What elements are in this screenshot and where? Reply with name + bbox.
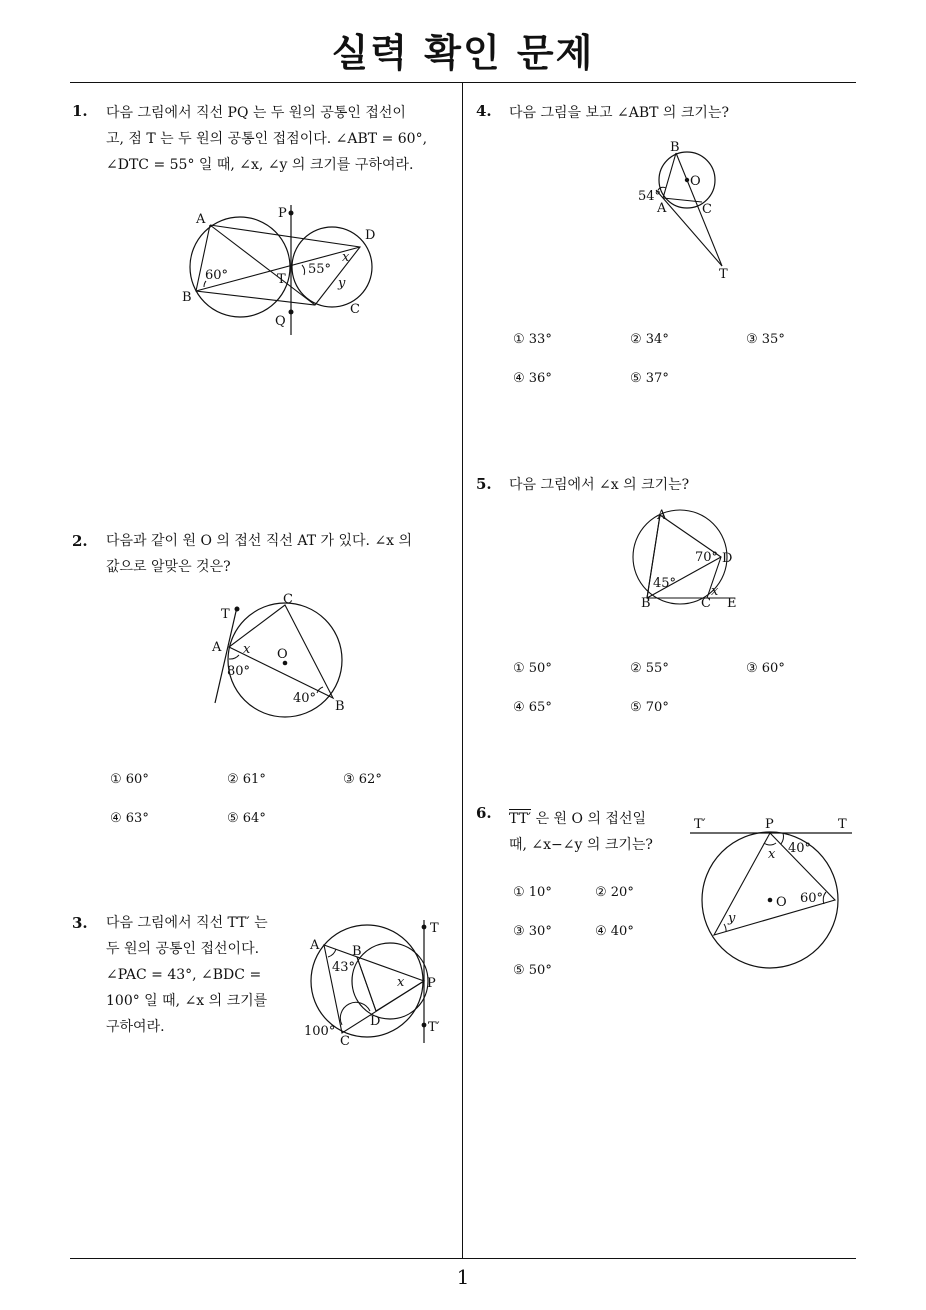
q4-label-b: B	[670, 140, 680, 155]
q1-label-p: P	[278, 206, 287, 221]
q1-angle-t: 55°	[308, 262, 332, 277]
q3-angle-c: 100°	[304, 1024, 336, 1039]
q1-label-y: y	[338, 276, 346, 291]
q6-line	[509, 806, 694, 832]
q2-angle-a-arc	[229, 655, 239, 659]
top-rule	[70, 82, 856, 83]
q6-label-t: T	[838, 817, 847, 832]
q4-choice-3[interactable]: ③ 35°	[746, 332, 785, 347]
q1-figure	[170, 195, 390, 340]
q4-choice-5[interactable]: ⑤ 37°	[630, 371, 669, 386]
q3-line: 100° 일 때, ∠x 의 크기를	[106, 993, 268, 1009]
q2-label-x: x	[243, 642, 251, 657]
q5-label-a: A	[657, 508, 667, 523]
q4-number: 4.	[476, 102, 492, 120]
q6-label-y: y	[728, 911, 736, 926]
q1-angle-t-arc	[302, 265, 305, 275]
q6-choice-1[interactable]: ① 10°	[513, 885, 552, 900]
q1-label-t: T	[277, 272, 286, 287]
q3-label-b: B	[352, 944, 362, 959]
q1-label-b: B	[182, 290, 192, 305]
q4-label-c: C	[702, 202, 712, 217]
page-title: 실력 확인 문제	[331, 31, 595, 75]
q1-point-p	[289, 211, 294, 216]
q5-choice-3[interactable]: ③ 60°	[746, 661, 785, 676]
q6-line: 때, ∠x−∠y 의 크기는?	[509, 837, 653, 853]
q6-tangent-symbol: TT′	[509, 811, 532, 827]
q1-line: 고, 점 T 는 두 원의 공통인 접점이다. ∠ABT = 60°,	[106, 131, 428, 147]
q3-label-x: x	[397, 975, 405, 990]
q1-label-a: A	[196, 212, 206, 227]
q3-label-c: C	[340, 1034, 350, 1049]
q1-number: 1.	[72, 102, 88, 120]
q2-label-o: O	[277, 647, 288, 662]
q2-line: 값으로 알맞은 것은?	[106, 559, 231, 575]
q6-choice-3[interactable]: ③ 30°	[513, 924, 552, 939]
q6-label-p: P	[765, 817, 774, 832]
q2-point-t	[235, 607, 240, 612]
q3-line: 구하여라.	[106, 1019, 165, 1035]
q5-choice-1[interactable]: ① 50°	[513, 661, 552, 676]
q3-label-t: T	[430, 921, 439, 936]
q2-figure	[205, 585, 355, 725]
q2-label-b: B	[335, 699, 345, 714]
q2-label-c: C	[283, 592, 293, 607]
q5-label-b: B	[641, 596, 651, 611]
q3-label-t-prime: T′	[428, 1020, 440, 1035]
q5-label-c: C	[701, 596, 711, 611]
q1-segments	[196, 225, 360, 305]
q3-label-p: P	[427, 976, 436, 991]
q3-point-t-prime	[422, 1023, 427, 1028]
q4-segment-bt	[676, 153, 722, 266]
q1-point-q	[289, 310, 294, 315]
q2-line: 다음과 같이 원 O 의 접선 직선 AT 가 있다. ∠x 의	[106, 533, 413, 549]
q5-choice-2[interactable]: ② 55°	[630, 661, 669, 676]
q1-line: 다음 그림에서 직선 PQ 는 두 원의 공통인 접선이	[106, 105, 406, 121]
q6-angle-p: 40°	[788, 841, 812, 856]
q6-choice-2[interactable]: ② 20°	[595, 885, 634, 900]
column-divider	[462, 83, 463, 1259]
q2-label-a: A	[212, 640, 222, 655]
q5-angle-b: 45°	[653, 576, 677, 591]
q6-choice-4[interactable]: ④ 40°	[595, 924, 634, 939]
q6-text	[509, 806, 694, 858]
bottom-rule	[70, 1258, 856, 1259]
q4-choice-2[interactable]: ② 34°	[630, 332, 669, 347]
q4-segment-ba	[663, 153, 676, 198]
q3-angle-a: 43°	[332, 960, 356, 975]
q3-label-a: A	[310, 938, 320, 953]
q5-text	[509, 472, 849, 498]
q1-label-x: x	[342, 250, 350, 265]
q5-line: 다음 그림에서 ∠x 의 크기는?	[509, 477, 690, 493]
q4-label-t: T	[719, 267, 728, 282]
q4-line: 다음 그림을 보고 ∠ABT 의 크기는?	[509, 105, 729, 121]
q3-line: 다음 그림에서 직선 TT′ 는	[106, 915, 268, 931]
q3-angle-a-arc	[328, 949, 336, 957]
q1-line: ∠DTC = 55° 일 때, ∠x, ∠y 의 크기를 구하여라.	[106, 157, 414, 173]
q4-choice-1[interactable]: ① 33°	[513, 332, 552, 347]
q5-figure	[625, 505, 745, 615]
q6-number: 6.	[476, 804, 492, 822]
q3-text	[106, 910, 291, 1040]
q6-choice-5[interactable]: ⑤ 50°	[513, 963, 552, 978]
q4-angle: 54°	[638, 189, 662, 204]
q4-text	[509, 100, 849, 126]
q2-choice-3[interactable]: ③ 62°	[343, 772, 382, 787]
q3-large-circle	[311, 925, 423, 1037]
q1-label-q: Q	[275, 314, 286, 329]
q4-label-a: A	[657, 201, 667, 216]
q2-choice-1[interactable]: ① 60°	[110, 772, 149, 787]
q6-center-o	[768, 898, 773, 903]
q3-number: 3.	[72, 914, 88, 932]
q4-center-o	[685, 178, 689, 182]
q3-line: 두 원의 공통인 접선이다.	[106, 941, 260, 957]
q3-point-t	[422, 925, 427, 930]
q1-label-c: C	[350, 302, 360, 317]
q3-small-circle	[352, 943, 428, 1019]
q2-label-t: T	[221, 607, 230, 622]
page-number: 1	[456, 1265, 470, 1289]
q5-label-e: E	[727, 596, 737, 611]
q6-angle-o: 60°	[800, 891, 824, 906]
q6-line1-rest: 은 원 O 의 접선일	[531, 811, 646, 827]
q6-label-x: x	[768, 847, 776, 862]
q6-angle-y-arc	[724, 924, 726, 932]
q6-angle-x-arc	[764, 843, 776, 845]
q1-text	[106, 100, 456, 178]
q4-figure	[630, 138, 750, 283]
q2-angle-a: 80°	[227, 664, 251, 679]
q6-angle-40-arc	[781, 833, 783, 844]
q2-choice-4[interactable]: ④ 63°	[110, 811, 149, 826]
q6-label-o: O	[776, 895, 787, 910]
q2-text	[106, 528, 456, 580]
q5-choice-5[interactable]: ⑤ 70°	[630, 700, 669, 715]
q3-figure	[300, 915, 450, 1050]
q4-choice-4[interactable]: ④ 36°	[513, 371, 552, 386]
q6-label-t-prime: T′	[694, 817, 706, 832]
q3-angle-c-arc	[340, 1002, 370, 1025]
q1-segment-ac	[210, 225, 315, 305]
q5-number: 5.	[476, 475, 492, 493]
q3-line: ∠PAC = 43°, ∠BDC =	[106, 967, 262, 983]
q1-left-circle	[190, 217, 290, 317]
q2-choice-2[interactable]: ② 61°	[227, 772, 266, 787]
q2-angle-b: 40°	[293, 691, 317, 706]
q5-label-d: D	[722, 551, 733, 566]
q2-choice-5[interactable]: ⑤ 64°	[227, 811, 266, 826]
q3-label-d: D	[370, 1014, 381, 1029]
q5-label-x: x	[711, 584, 719, 599]
q5-angle-d: 70°	[695, 550, 719, 565]
q4-label-o: O	[690, 174, 701, 189]
q2-number: 2.	[72, 532, 88, 550]
q5-choice-4[interactable]: ④ 65°	[513, 700, 552, 715]
q1-label-d: D	[365, 228, 376, 243]
q6-figure	[690, 810, 855, 972]
q1-angle-b: 60°	[205, 268, 229, 283]
